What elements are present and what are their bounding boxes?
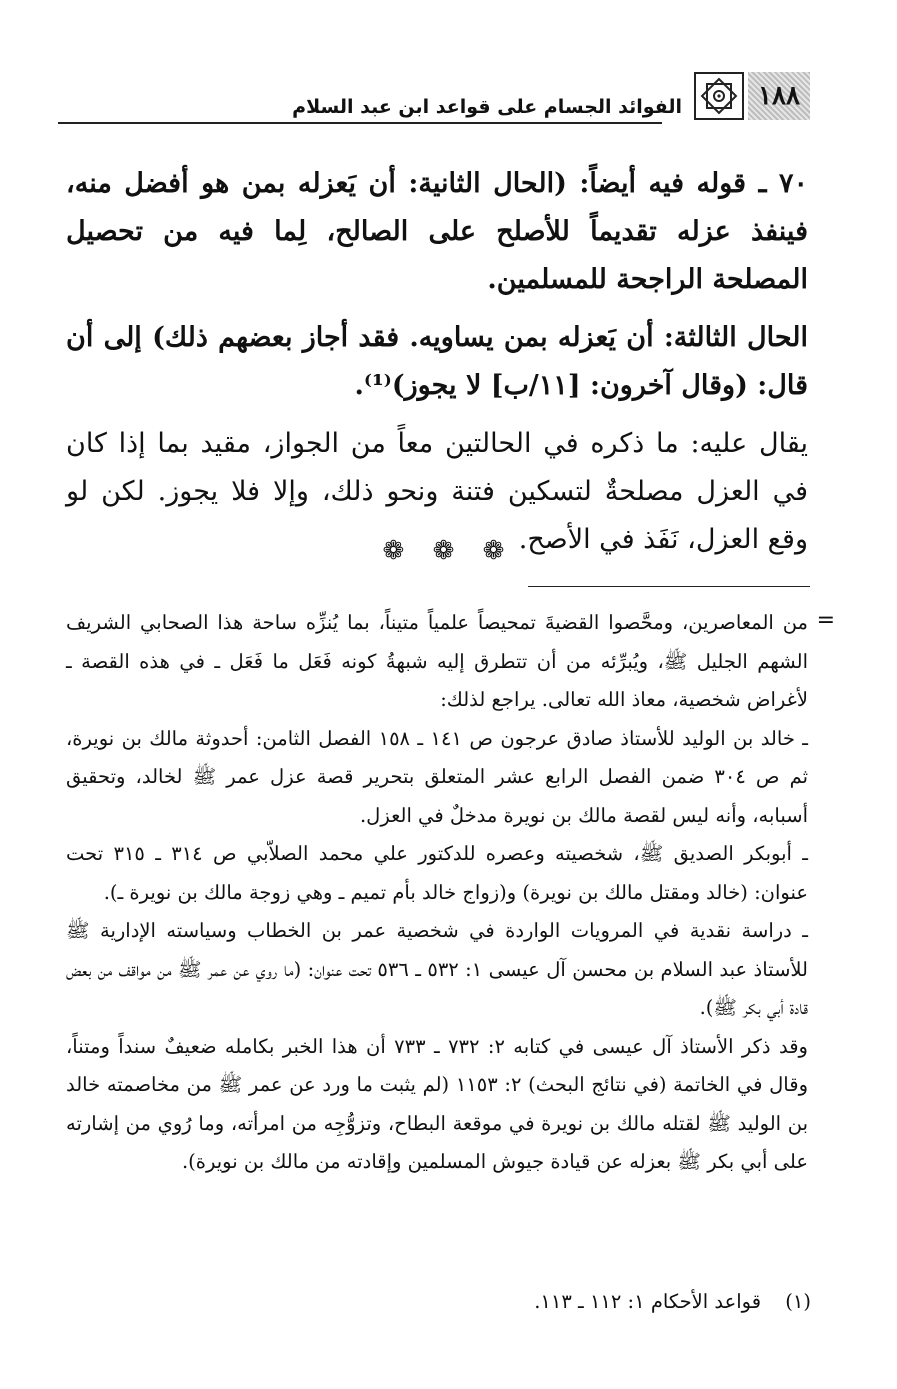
page-number: ١٨٨ <box>748 72 810 120</box>
main-text <box>66 160 808 574</box>
footnote-1-text: قواعد الأحكام ١: ١١٢ ـ ١١٣. <box>534 1290 762 1313</box>
footnote-line: ـ أبوبكر الصديق ﷺ، شخصيته وعصره للدكتور علي محمد الصلاّبي ص ٣١٤ ـ ٣١٥ تحت عنوان: (خالد ومقتل مالك بن نويرة) و(زواج خالد بأم تميم ـ وهي زوجة مالك بن نويرة ـ). <box>66 842 808 904</box>
footnote-rule <box>528 586 810 587</box>
footnote-line: من المعاصرين، ومحَّصوا القضيةَ تمحيصاً علمياً متيناً، بما يُنزِّه ساحة هذا الصحابي الشريف الشهم الجليل ﷺ، ويُبرِّئه من أن تتطرق إليه شبهةُ كونه فَعَل ما فَعَل ـ في هذه القصة ـ لأغراض شخصية، معاذ الله تعالى. يراجع لذلك: <box>66 611 808 711</box>
paragraph-70: ٧٠ ـ قوله فيه أيضاً: (الحال الثانية: أن يَعزله بمن هو أفضل منه، فينفذ عزله تقديماً للأصلح على الصالح، لِما فيه من تحصيل المصلحة الراجحة للمسلمين. <box>66 168 808 295</box>
footnote-line: وقد ذكر الأستاذ آل عيسى في كتابه ٢: ٧٣٢ ـ ٧٣٣ أن هذا الخبر بكامله ضعيفٌ سنداً ومتناً، وقال في الخاتمة (في نتائج البحث) ٢: ١١٥٣ (لم يثبت ما ورد عن عمر ﷺ من مخاصمته خالد بن الوليد ﷺ لقتله مالك بن نويرة في موقعة البطاح، وتزوُّجِه من امرأته، وما رُوي من إشارته على أبي بكر ﷺ بعزله عن قيادة جيوش المسلمين وإقادته من مالك بن نويرة). <box>66 1034 808 1173</box>
footnote-line: ـ خالد بن الوليد للأستاذ صادق عرجون ص ١٤١ ـ ١٥٨ الفصل الثامن: أحدوثة مالك بن نويرة، ثم ص ٣٠٤ ضمن الفصل الرابع عشر المتعلق بتحرير قصة عزل عمر ﷺ لخالد، وتحقيق أسبابه، وأنه ليس لقصة مالك بن نويرة مدخلٌ في العزل. <box>66 726 808 827</box>
footnote-continuation-mark: = <box>816 608 835 633</box>
arabesque-ornament-icon <box>694 72 744 120</box>
page-header <box>58 62 810 124</box>
paragraph-third-case: الحال الثالثة: أن يَعزله بمن يساويه. فقد أجاز بعضهم ذلك) إلى أن قال: (وقال آخرون: [١١/ب] لا يجوز)⁽¹⁾. <box>66 322 808 401</box>
running-title: الفوائد الجسام على قواعد ابن عبد السلام <box>292 96 682 118</box>
paragraph-commentary: يقال عليه: ما ذكره في الحالتين معاً من الجواز، مقيد بما إذا كان في العزل مصلحةٌ لتسكين فتنة ونحو ذلك، وإلا فلا يجوز. لكن لو وقع العزل، نَفَذ في الأصح. <box>66 428 808 555</box>
section-divider: ❁ ❁ ❁ <box>382 536 515 566</box>
footnote-line: ـ دراسة نقدية في المرويات الواردة في شخصية عمر بن الخطاب وسياسته الإدارية ﷺ للأستاذ عبد السلام بن محسن آل عيسى ١: ٥٣٢ ـ ٥٣٦ تحت عنوان: (ما روي عن عمر ﷺ من مواقف من بعض قادة أبي بكر ﷺ). <box>66 919 808 1019</box>
header-rule <box>58 122 662 124</box>
footnote-1-number: (١) <box>785 1290 811 1313</box>
footnotes <box>66 604 808 1182</box>
footnote-1 <box>534 1283 811 1321</box>
